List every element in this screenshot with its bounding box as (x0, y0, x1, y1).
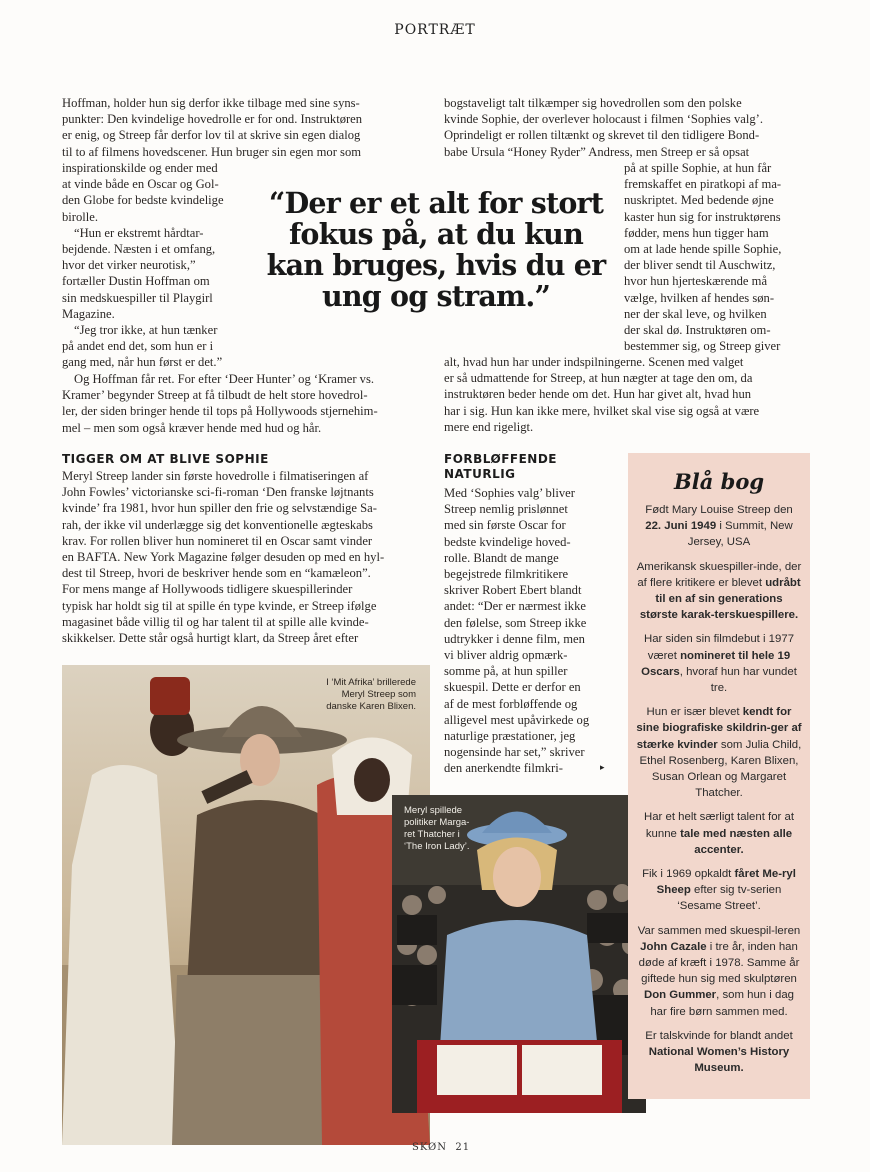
text-line: rolle. Blandt de mange (444, 550, 559, 565)
text-line: Meryl Streep lander sin første hovedrolle i filmatiseringen af (62, 469, 369, 483)
bio-paragraphs (628, 502, 810, 1077)
bio-paragraph (628, 809, 810, 858)
top-right-bottom-lines (444, 354, 814, 435)
text-line: der skal dø. Instruktøren om- (624, 323, 771, 338)
text-line: Magazine. (62, 306, 115, 321)
text-line: skikkelser. Dette står også hurtigt klart, da Streep året efter (62, 631, 359, 646)
text-line: den anerkendte filmkri- (444, 761, 563, 776)
section2-body (444, 485, 614, 777)
top-right-full-lines (444, 95, 814, 160)
top-left-bottom-lines (62, 371, 422, 436)
text-line: Hoffman, holder hun sig derfor ikke tilbage med sine syns- (62, 96, 360, 110)
text-line: fremskaffet en piratkopi af ma- (624, 177, 782, 192)
text-line: rah, der ikke vil underlægge sig det konventionelle ægteskabs (62, 517, 373, 532)
bio-text: Har siden sin filmdebut i 1977 været (643, 633, 795, 662)
text-line: til to af filmens hovedscener. Hun bruger sin egen mor som (62, 144, 362, 159)
text-line: dest til Streep, hvori de beskriver hende som en “kamæleon”. (62, 566, 371, 581)
bio-highlight: udråbt til en af sin generations største karak-terskuespillere. (639, 576, 801, 622)
bio-highlight: kendt for sine biografiske skildrin-ger af stærke kvinder (636, 706, 802, 751)
bio-highlight: fåret Me-ryl Sheep (656, 868, 796, 897)
bio-text: Født Mary Louise Streep den (645, 504, 793, 516)
text-line: ‘The Iron Lady’. (404, 841, 470, 852)
text-line: sin medskuespiller til Playgirl (62, 290, 213, 305)
bio-highlight: National Women’s History Museum. (648, 1046, 790, 1075)
bio-highlight: 22. Juni 1949 (645, 520, 717, 533)
text-line: danske Karen Blixen. (326, 701, 416, 712)
text-line: begejstrede filmkritikere (444, 567, 569, 582)
bio-text: , hvoraf hun har vundet tre. (679, 665, 797, 695)
bio-paragraph (628, 502, 810, 551)
bio-highlight: tale med næsten alle accenter. (680, 827, 793, 856)
text-line: nuskriptet. Med bedende øjne (624, 193, 774, 208)
photo-iron-lady (392, 795, 646, 1113)
text-line: instruktøren beder hende om det. Hun har givet alt, hvad hun (444, 387, 752, 402)
bio-highlight: Don Gummer (643, 989, 717, 1002)
text-line: om at lade hende spille Sophie, (624, 242, 782, 257)
text-line: fødder, mens hun tigger ham (624, 225, 769, 240)
text-line: fokus på, at du kun (288, 217, 584, 251)
top-right-narrow-lines (624, 160, 814, 354)
pull-quote (262, 188, 610, 312)
bio-paragraph (628, 631, 810, 696)
text-line: er så udmattende for Streep, at hun nægter at tage den om, da (444, 371, 753, 386)
bio-text: Var sammen med skuespil-leren (637, 924, 801, 937)
text-line: kvinde’ fra 1981, hvor hun spiller den frie og selvstændige Sa- (62, 501, 377, 516)
text-line: mere end rigeligt. (444, 419, 534, 434)
bio-text: , som hun i dag har fire børn sammen med. (650, 989, 795, 1018)
bio-title: Blå bog (673, 469, 765, 494)
photo1-caption (326, 677, 416, 713)
text-line: en BAFTA. New York Magazine følger desuden op med en hyl- (62, 550, 385, 565)
bio-paragraph (628, 866, 810, 915)
text-line: “Hun er ekstremt hårdtar- (74, 225, 204, 240)
text-line: udtrykker i denne film, men (444, 631, 585, 646)
footer-magazine: SKØN (412, 1142, 448, 1153)
text-line: ret Thatcher i (404, 829, 460, 840)
text-line: den Globe for bedste kvindelige (62, 193, 224, 208)
text-line: på andet end det, som hun er i (62, 339, 214, 354)
text-line: John Fowles’ victorianske sci-fi-roman ‘Den franske løjtnants (62, 485, 374, 500)
bio-text: i tre år, inden han døde af kræft i 1978. Samme år giftede hun sig med skulptøren (638, 940, 800, 986)
text-line: hvor det virker neurotisk,” (62, 258, 196, 273)
continue-arrow-icon: ▸ (600, 763, 605, 773)
text-line: andet: “Der er nærmest ikke (444, 599, 586, 614)
text-line: Kramer’ begynder Streep at få tilbudt de helt store hovedrol- (62, 388, 368, 403)
text-line: med sin første Oscar for (444, 518, 566, 533)
bio-text: Fik i 1969 opkaldt (642, 868, 735, 881)
text-line: birolle. (62, 209, 99, 224)
text-line: For mens mange af Hollywoods tidligere skuespillerinder (62, 582, 353, 597)
text-line: punkter: Den kvindelige hovedrolle er for ond. Instruktøren (62, 112, 363, 127)
top-left-full-lines (62, 95, 417, 160)
text-line: Med ‘Sophies valg’ bliver (444, 486, 575, 500)
text-line: kan bruges, hvis du er (266, 248, 606, 282)
text-line: Og Hoffman får ret. For efter ‘Deer Hunter’ og ‘Kramer vs. (74, 372, 375, 386)
text-line: gang med, når hun først er det.” (62, 355, 223, 370)
section2-heading (444, 452, 557, 482)
text-line: FORBLØFFENDE (444, 452, 557, 466)
text-line: kvinde Sophie, der overlever holocaust i filmen ‘Sophies valg’. (444, 112, 763, 127)
text-line: skriver Robert Ebert blandt (444, 583, 582, 598)
text-line: somme på, at hun spiller (444, 664, 568, 679)
section1-heading: TIGGER OM AT BLIVE SOPHIE (62, 452, 269, 466)
text-line: mel – men som også kræver hende med hud og hår. (62, 420, 322, 435)
text-line: alligevel mest upåvirkede og (444, 712, 590, 727)
text-line: på at spille Sophie, at hun får (624, 161, 772, 175)
section-header: PORTRÆT (394, 22, 476, 38)
text-line: politiker Marga- (404, 817, 470, 828)
text-line: typisk har holdt sig til at spille én type kvinde, er Streep ifølge (62, 598, 377, 613)
section1-body (62, 468, 427, 646)
text-line: kaster hun sig for instruktørens (624, 209, 781, 224)
text-line: ner der skal leve, og hvilken (624, 306, 767, 321)
text-line: naturlige præstationer, jeg (444, 729, 576, 744)
text-line: inspirationskilde og ender med (62, 161, 218, 175)
text-line: ung og stram.” (321, 279, 551, 313)
text-line: af de mest forbløffende og (444, 696, 578, 711)
text-line: Meryl spillede (404, 805, 463, 816)
text-line: “Der er et alt for stort (268, 186, 604, 220)
bio-text: Hun er især blevet (646, 706, 743, 719)
bio-text: Amerikansk skuespiller-inde, der af flere kritikere er blevet (636, 560, 802, 589)
text-line: bestemmer sig, og Streep giver (624, 339, 781, 354)
africa-scene-illustration (62, 665, 430, 1145)
bio-text: som Julia Child, Ethel Rosenberg, Karen Blixen, Susan Orlean og Margaret Thatcher. (639, 738, 802, 800)
text-line: har i sig. Hun kan ikke mere, hvilket skal vise sig også at være (444, 403, 760, 418)
text-line: bejdende. Næsten i et omfang, (62, 242, 216, 257)
text-line: ler, der siden bringer hende til tops på Hollywoods stjernehim- (62, 404, 378, 419)
text-line: “Jeg tror ikke, at hun tænker (74, 323, 218, 338)
text-line: Meryl Streep som (341, 689, 416, 700)
bio-paragraph (628, 1028, 810, 1077)
bio-paragraph (628, 559, 810, 624)
bio-box (628, 453, 810, 1099)
text-line: hvor hun hjerteskærende må (624, 274, 768, 289)
text-line: bogstaveligt talt tilkæmper sig hovedrollen som den polske (444, 96, 742, 110)
text-line: vælge, hvilken af hendes søn- (624, 290, 775, 305)
text-line: I ‘Mit Afrika’ brillerede (326, 677, 416, 688)
text-line: der bliver sendt til Auschwitz, (624, 258, 776, 273)
text-line: krav. For rollen bliver hun nomineret til en Oscar samt vinder (62, 533, 373, 548)
text-line: alt, hvad hun har under indspilningerne. Scenen med valget (444, 355, 744, 369)
bio-text: Har et helt særligt talent for at kunne (643, 811, 795, 840)
text-line: skuespil. Dette er derfor en (444, 680, 581, 695)
bio-highlight: nomineret til hele 19 Oscars (641, 649, 791, 678)
text-line: NATURLIG (444, 467, 516, 481)
text-line: babe Ursula “Honey Ryder” Andress, men Streep er så opsat (444, 144, 750, 159)
bio-paragraph (628, 704, 810, 801)
bio-paragraph (628, 923, 810, 1020)
page-footer (412, 1142, 470, 1153)
text-line: bedste kvindelige hoved- (444, 534, 571, 549)
text-line: Oprindeligt er rollen tiltænkt og skrevet til den tidligere Bond- (444, 128, 760, 143)
text-line: fortæller Dustin Hoffman om (62, 274, 210, 289)
text-line: at vinde både en Oscar og Gol- (62, 177, 219, 192)
photo2-caption (404, 805, 469, 853)
text-line: nogensinde har set,” skriver (444, 745, 585, 760)
footer-page-number: 21 (455, 1142, 471, 1153)
text-line: Streep nemlig prislønnet (444, 502, 568, 517)
text-line: den følelse, som Streep ikke (444, 615, 587, 630)
bio-text: efter sig tv-serien ‘Sesame Street’. (677, 884, 782, 913)
bio-highlight: John Cazale (640, 940, 707, 953)
bio-text: Er talskvinde for blandt andet (645, 1029, 793, 1042)
top-left-narrow-lines (62, 160, 262, 371)
text-line: er enig, og Streep får derfor lov til at skrive sin egen dialog (62, 128, 361, 143)
photo-out-of-africa (62, 665, 430, 1145)
text-line: magasinet både villig til og har talent til at spille alle kvinde- (62, 614, 369, 629)
text-line: vi bliver aldrig opmærk- (444, 648, 568, 663)
bio-text: i Summit, New Jersey, USA (687, 520, 793, 549)
